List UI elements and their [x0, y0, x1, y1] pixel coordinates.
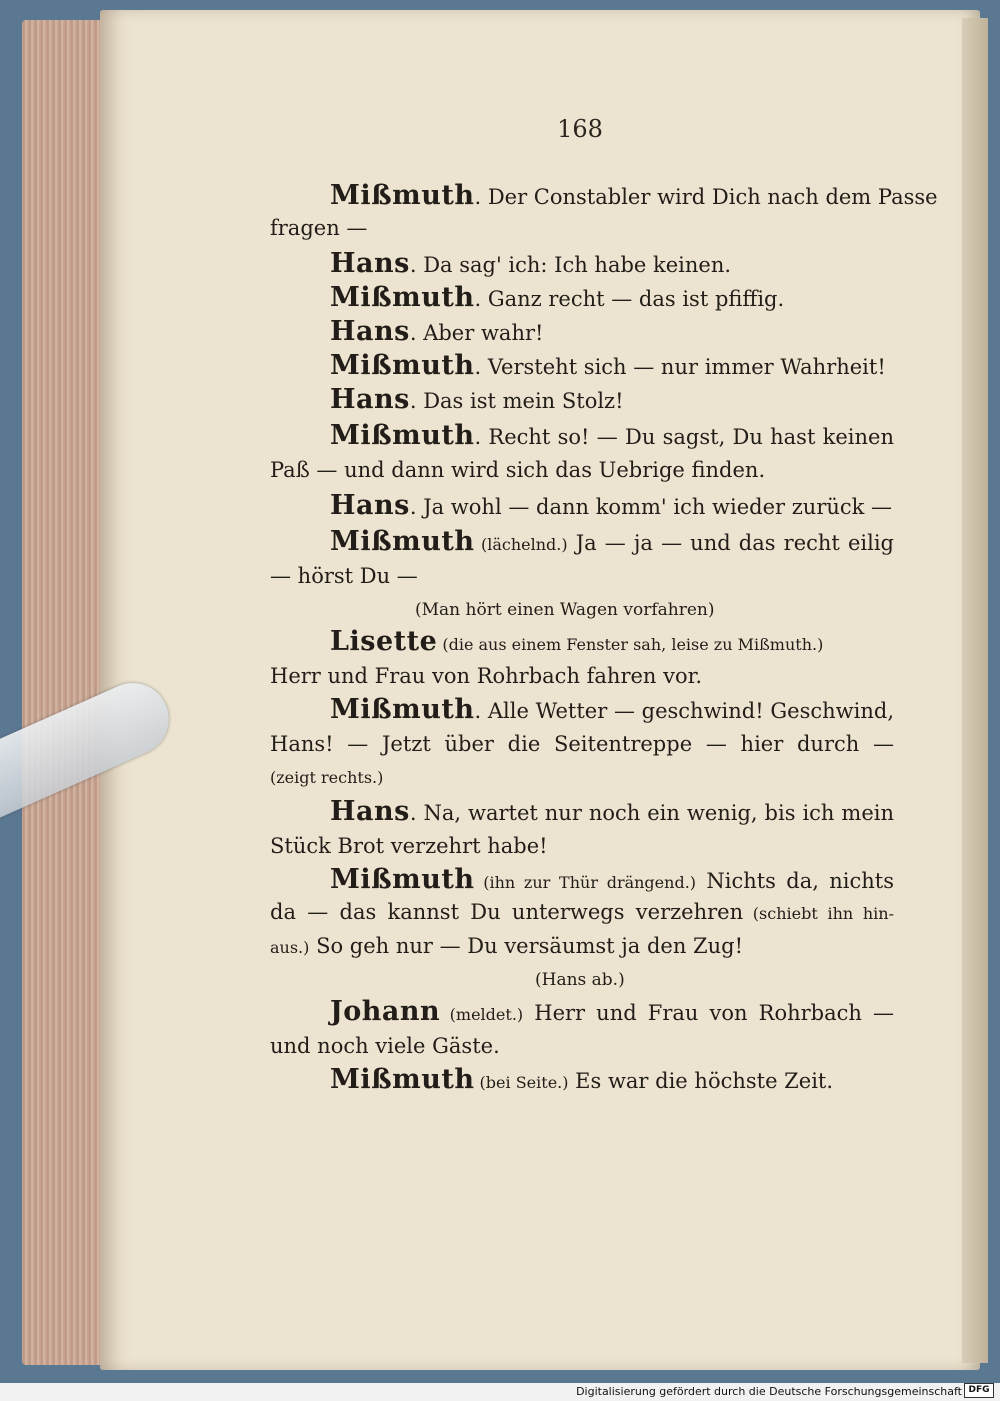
text-line [330, 248, 731, 281]
dialogue-text: . Das ist mein Stolz! [409, 389, 624, 413]
speaker-name: Mißmuth [330, 420, 475, 451]
speaker-name: Mißmuth [330, 526, 475, 557]
text-line [330, 694, 894, 727]
speaker-name: Mißmuth [330, 1064, 475, 1095]
text-line [330, 1064, 833, 1099]
speaker-name: Hans [330, 316, 410, 347]
text-line [330, 350, 886, 383]
dialogue-text: . Da sag' ich: Ich habe keinen. [409, 253, 732, 277]
text-line [415, 592, 714, 626]
text-line [330, 316, 543, 349]
dfg-logo: DFG [964, 1383, 994, 1398]
text-line [330, 282, 784, 315]
dialogue-text: Hans! — Jetzt über die Seitentreppe — hier durch — [270, 732, 894, 756]
stage-direction: (Man hört einen Wagen vorfahren) [415, 600, 715, 620]
dialogue-text: und noch viele Gäste. [270, 1034, 500, 1058]
dialogue-text: — hörst Du — [270, 564, 418, 588]
text-line [330, 420, 894, 453]
text-line [330, 796, 894, 829]
text-line [270, 760, 383, 794]
dialogue-text: . Alle Wetter — geschwind! Geschwind, [474, 699, 894, 723]
speaker-name: Hans [330, 384, 410, 415]
speaker-name: Mißmuth [330, 864, 475, 895]
speaker-name: Mißmuth [330, 350, 475, 381]
book-gutter [962, 18, 988, 1363]
dialogue-text: . Na, wartet nur noch ein wenig, bis ich mein [409, 801, 894, 825]
speaker-name: Hans [330, 248, 410, 279]
dialogue-text: da — das kannst Du unterwegs verzehren [270, 900, 744, 924]
text-line [330, 384, 624, 417]
text-line [270, 454, 765, 486]
stage-direction: (meldet.) [440, 1005, 524, 1024]
page-number: 168 [557, 115, 603, 143]
stage-direction: (lächelnd.) [474, 535, 568, 554]
speaker-name: Mißmuth [330, 282, 475, 313]
speaker-name: Lisette [330, 626, 438, 657]
stage-direction: (zeigt rechts.) [270, 768, 384, 787]
text-line [330, 490, 892, 523]
stage-direction: (ihn zur Thür drängend.) [474, 873, 697, 892]
text-line [270, 728, 894, 760]
dialogue-text: . Der Constabler wird Dich nach dem Passe [474, 185, 938, 209]
dialogue-text: Ja — ja — und das recht eilig [567, 531, 894, 555]
text-line [270, 660, 702, 692]
stage-direction: (schiebt ihn hin- [743, 904, 895, 923]
dialogue-text: . Ganz recht — das ist pfiffig. [474, 287, 785, 311]
dialogue-text: Nichts da, nichts [696, 869, 894, 893]
dialogue-text: Herr und Frau von Rohrbach fahren vor. [270, 664, 703, 688]
dialogue-text: So geh nur — Du versäumst ja den Zug! [309, 934, 744, 958]
dialogue-text: . Ja wohl — dann komm' ich wieder zurück — [409, 495, 893, 519]
text-line [330, 864, 894, 899]
text-line [270, 896, 894, 930]
dialogue-text: Stück Brot verzehrt habe! [270, 834, 548, 858]
dialogue-text: . Recht so! — Du sagst, Du hast keinen [474, 425, 894, 449]
stage-direction: (Hans ab.) [535, 970, 625, 990]
dialogue-text: Es war die höchste Zeit. [568, 1069, 834, 1093]
speaker-name: Mißmuth [330, 694, 475, 725]
stage-direction: aus.) [270, 938, 310, 957]
stage-direction: (die aus einem Fenster sah, leise zu Mißmuth.) [437, 635, 824, 654]
stage-direction: (bei Seite.) [474, 1073, 569, 1092]
speaker-name: Johann [330, 996, 441, 1027]
speaker-name: Mißmuth [330, 180, 475, 211]
text-line [330, 996, 894, 1031]
text-line [330, 626, 823, 661]
speaker-name: Hans [330, 490, 410, 521]
dialogue-text: Paß — und dann wird sich das Uebrige finden. [270, 458, 766, 482]
text-line [270, 930, 743, 964]
dialogue-text: . Versteht sich — nur immer Wahrheit! [474, 355, 886, 379]
text-line [270, 212, 367, 244]
text-line [330, 180, 938, 213]
funding-notice: Digitalisierung gefördert durch die Deutsche Forschungsgemeinschaft [576, 1385, 962, 1398]
speaker-name: Hans [330, 796, 410, 827]
text-line [270, 830, 548, 862]
text-line [270, 1030, 500, 1062]
text-line [535, 962, 625, 996]
text-line [270, 560, 418, 592]
dialogue-text: Herr und Frau von Rohrbach — [523, 1001, 894, 1025]
text-line [330, 526, 894, 561]
dialogue-text: fragen — [270, 216, 368, 240]
dialogue-text: . Aber wahr! [409, 321, 544, 345]
